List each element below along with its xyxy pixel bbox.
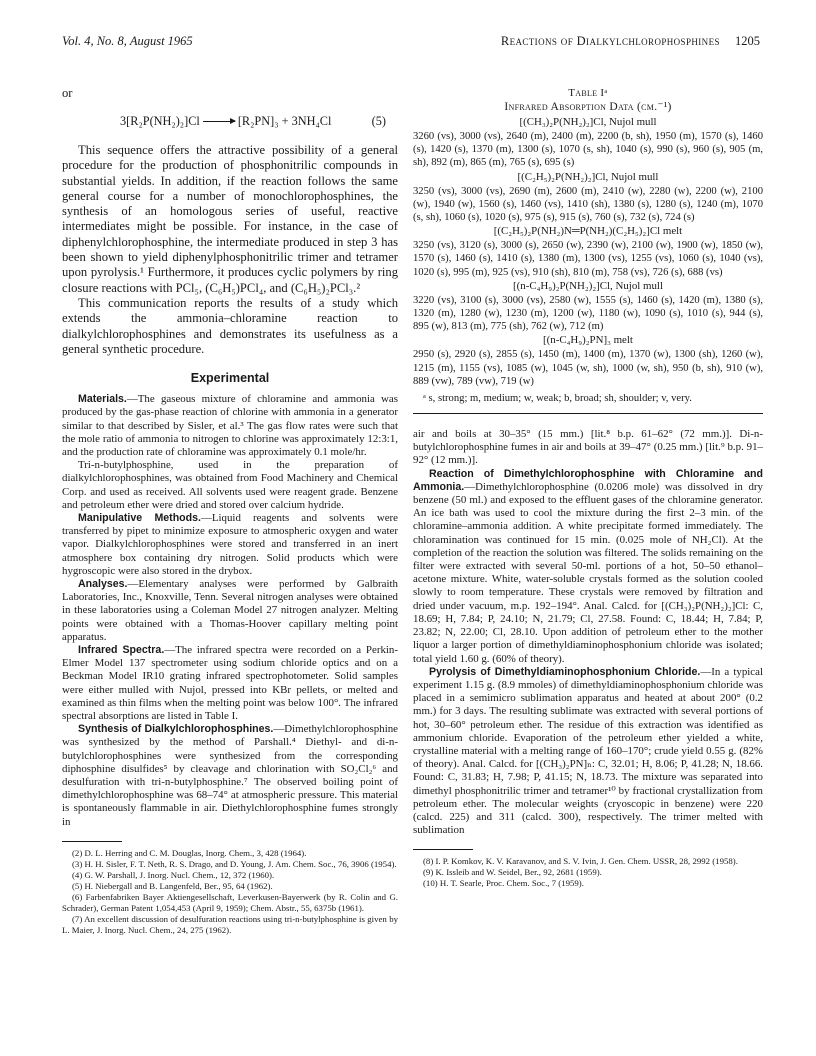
footnote: (8) I. P. Komkov, K. V. Karavanov, and S. V. Ivin, J. Gen. Chem. USSR, 28, 2992 (1958). [423,856,738,867]
running-title: Reactions of Dialkylchlorophosphines [500,34,720,48]
footnote: (3) H. H. Sisler, F. T. Neth, R. S. Drago, and D. Young, J. Am. Chem. Soc., 76, 3906 (1954). [72,858,397,869]
equation-5 [62,113,398,131]
reaction-heading: Reaction of Dimethylchlorophosphine with Chloramine and Ammonia. [413,467,763,493]
footnote: (6) Farbenfabriken Bayer Aktiengesellschaft, Leverkusen-Bayerwerk (by R. Colin and G. Schrader), German Patent 1,054,453 (April 9, 1959); Chem. Abstr., 55, 6375b (1961). [62,891,398,913]
table-entry [413,116,763,170]
intro-paragraph-1: This sequence offers the attractive possibility of a general procedure for the production of phosphonitrilic compounds in substantial yields. In addition, if the reaction follows the same general course for a number of monochlorophosphines, the synthesis of an homologous series of useful, reactive intermediates might be possible. For instance, in the case of diphenylchlorophosphine, the intermediate produced in step 3 has been shown to yield diphenylphosphonitrilic trimer and tetramer upon pyrolysis.¹ Furthermore, it produces cyclic polymers by ring closure reactions with PCl₅, (C₆H₅)PCl₄, and (C₆H₅)₂PCl₃.² [62,143,398,295]
table-entry [413,280,763,334]
continuation-paragraph: air and boils at 30–35° (15 mm.) [lit.⁸ b.p. 61–62° (72 mm.)]. Di-n-butylchlorophosphine fumes in air and boils at 39–47° (0.25 mm.) [lit.⁹ b.p. 91–92° (12 mm.)]. [413,428,763,467]
running-head [62,34,760,52]
section-title-experimental: Experimental [190,371,270,386]
table-compound: [(C₂H₅)₂P(NH₂)₂]Cl, Nujol mull [517,170,659,183]
equation-rhs: [R₂PN]₃ + 3NH₄Cl [237,114,332,128]
footnote: (5) H. Niebergall and B. Langenfeld, Ber., 95, 64 (1962). [72,880,273,891]
pyrolysis-heading: Pyrolysis of Dimethyldiaminophosphonium Chloride. [429,665,701,678]
equation-number: (5) [371,114,386,128]
manipulative-text: —Liquid reagents and solvents were transferred by pipet to minimize exposure to atmospheric oxygen and water vapor. Dialkylchlorophosphines were stored and transferred in an inert atmosphere box containing dry nitrogen. Solid products which were hygroscopic were also stored in the drybox. [62,511,399,577]
manipulative-paragraph [62,512,398,578]
table-compound: [(n-C₄H₉)₂PN]₃ melt [543,334,633,347]
analyses-heading: Analyses. [78,578,128,590]
table-compound: [(CH₃)₂P(NH₂)₂]Cl, Nujol mull [519,116,657,128]
infrared-text: —The infrared spectra were recorded on a Perkin-Elmer Model 137 spectrometer using sodium chloride optics and on a Beckman Model IR10 grating infrared spectrophotometer. Solid samples were either mulled with Nujol, pressed into KBr pellets, or melted and examined as thin films when the melting point was below 100°. The infrared spectral absorptions are listed in Table I. [62,644,398,723]
materials-heading: Materials. [78,393,127,406]
table-entry [413,334,763,388]
intro-paragraph-2: This communication reports the results of a study which extends the ammonia–chloramine reaction to dialkylchlorophosphines and demonstrates its usefulness as a general synthetic procedure. [62,295,398,356]
footnote: (10) H. T. Searle, Proc. Chem. Soc., 7 (1959). [423,878,584,889]
table-entry [413,225,763,279]
or-text: or [62,86,73,100]
footnote: (9) K. Issleib and W. Seidel, Ber., 92, 2681 (1959). [423,867,602,878]
reaction-paragraph [413,468,763,666]
manipulative-heading: Manipulative Methods. [78,511,201,524]
table-absorptions: 3220 (vs), 3100 (s), 3000 (vs), 2580 (w), 1555 (s), 1460 (s), 1420 (m), 1380 (s), 1320 (m), 1280 (w), 1230 (m), 1200 (w), 1180 (w), 1090 (s), 1010 (s), 944 (s), 895 (w), 813 (m), 775 (sh), 762 (w), 712 (m) [413,294,763,333]
footnote: (4) G. W. Parshall, J. Inorg. Nucl. Chem., 12, 372 (1960). [72,869,275,880]
table-rule [413,413,763,414]
footnote-rule [413,849,473,850]
table-absorptions: 2950 (s), 2920 (s), 2855 (s), 1450 (m), 1400 (m), 1370 (w), 1300 (sh), 1260 (w), 1215 (m), 1155 (vs), 1085 (w), 1045 (w, sh), 1000 (w, sh), 950 (b, sh), 910 (w), 889 (vw), 789 (vw), 719 (w) [413,349,763,387]
footnote: (7) An excellent discussion of desulfuration reactions using tri-n-butylphosphine is given by L. Maier, J. Inorg. Nucl. Chem., 24, 275 (1962). [62,913,398,935]
table-footnote: ᵃ s, strong; m, medium; w, weak; b, broad; sh, shoulder; v, very. [423,393,692,405]
equation-body [120,113,331,129]
table-absorptions: 3250 (vs), 3120 (s), 3000 (s), 2650 (w), 2390 (w), 2100 (w), 1900 (w), 1850 (w), 1570 (s), 1460 (s), 1410 (s), 1380 (m), 1300 (vs), 1255 (vs), 1060 (s), 1040 (vs), 1020 (s), 995 (m), 925 (vs), 910 (sh), 810 (m), 758 (vs), 726 (s), 688 (vs) [413,240,763,278]
reaction-text: —Dimethylchlorophosphine (0.0206 mole) was dissolved in dry benzene (50 ml.) and exposed to the effluent gases of the chloramine generator. An ice bath was used to cool the mixture during the first 2–3 min. of the chloramine–ammonia addition. A white precipitate formed immediately. The chloramination was continued for 15 min. (0.025 mole of NH₂Cl). At the completion of the reaction the solution was filtered. The solids remaining on the filter were extracted with several 50-ml. portions of a hot, 50–50 ethanol–acetone mixture. White, water-soluble crystals formed as the solution cooled slowly to room temperature. These crystals were removed by filtration and dried under vacuum, m.p. 192–194°. Anal. Calcd. for [(CH₃)₂P(NH₂)₂]Cl: C, 18.69; H, 7.84; P, 24.10; N, 21.79; Cl, 27.58. Found: C, 18.44; H, 7.84; P, 23.82; N, 22.00; Cl, 28.10. Upon addition of petroleum ether to the mother liquor a larger portion of dimethyldiaminophosphonium chloride was isolated; total yield 1.60 g. (60% of theory). [413,480,763,665]
left-column [62,86,398,936]
infrared-paragraph [62,644,398,723]
synthesis-paragraph [62,723,398,829]
table-absorptions: 3250 (vs), 3000 (vs), 2690 (m), 2600 (m), 2410 (w), 2280 (w), 2200 (w), 2100 (w), 1940 (w), 1560 (s), 1460 (vs), 1410 (sh), 1380 (s), 1280 (s), 1240 (m), 1070 (s, sh), 1060 (s), 1020 (s), 975 (s), 915 (s), 760 (s), 732 (s), 724 (s) [413,185,763,224]
page-number: 1205 [735,34,760,48]
materials-paragraph [62,393,398,459]
table-absorptions: 3260 (vs), 3000 (vs), 2640 (m), 2400 (m), 2200 (b, sh), 1950 (m), 1570 (s), 1460 (s), 1420 (s), 1370 (m), 1300 (s), 1070 (s, sh), 1040 (s), 990 (s), 960 (s), 905 (m, sh), 892 (m), 865 (m), 765 (s), 695 (s) [413,131,763,169]
table-label: Table Iᵃ [568,87,608,99]
pyrolysis-text: —In a typical experiment 1.15 g. (8.9 mmoles) of dimethyldiaminophosphonium chloride was placed in a semimicro sublimation apparatus and heated at about 200° (0.2 mm.) for 3 days. The resulting sublimate was extracted with several portions of hot, 30–60° petroleum ether. The residue of this extraction was identified as ammonium chloride. Evaporation of the petroleum ether yielded a white, crystalline material with a melting range of 160–170°; crude yield 0.55 g. (82% of theory). Anal. Calcd. for [(CH₃)₂PN]ₙ: C, 32.01; H, 8.06; P, 41.28; N, 18.66. Found: C, 31.83; H, 7.98; P, 41.15; N, 18.73. The mixture was separated into dimethyl phosphonitrilic trimer and tetramer¹⁰ by fractional crystallization from petroleum ether. The molecular weights (cryoscopic in benzene) were 220 (calcd. 225) and 311 (calcd. 300), respectively. The trimer melted with sublimation [413,665,763,837]
infrared-heading: Infrared Spectra. [78,644,165,657]
reaction-arrow-icon [203,121,235,122]
analyses-paragraph [62,578,398,644]
table-compound: [(C₂H₅)₂P(NH₂)N═P(NH₂)(C₂H₅)₂]Cl melt [493,225,683,238]
footnotes-left [62,848,398,936]
table-title: Infrared Absorption Data (cm.⁻¹) [504,101,672,113]
footnote: (2) D. L. Herring and C. M. Douglas, Inorg. Chem., 3, 428 (1964). [72,847,307,858]
journal-volume: Vol. 4, No. 8, August 1965 [62,34,193,48]
header-right [501,34,760,49]
footnote-rule [62,841,122,842]
table-entry [413,171,763,225]
materials-text: —The gaseous mixture of chloramine and ammonia was produced by the gas-phase reaction of chlorine with ammonia in a generator similar to that described by Sisler, et al.³ The gas flow rates were such that the mole ratio of ammonia to nitrogen to chlorine was approximately 12:3:1, and the production rate of chloramine was approximately 0.1 mole/hr. [62,393,398,458]
synthesis-text: —Dimethylchlorophosphine was synthesized by the method of Parshall.⁴ Diethyl- and di-n-butylchlorophosphines were synthesized from the corresponding diphosphine disulfides⁵ by cleavage and chlorination with SO₂Cl₂⁶ and desulfuration with tri-n-butylphosphine.⁷ The observed boiling point of dimethylchlorophosphine was 68–74° at atmospheric pressure. This material is spontaneously flammable in air. Diethylchlorophosphine fumes strongly in [62,723,398,828]
tributylphosphine-paragraph: Tri-n-butylphosphine, used in the preparation of dialkylchlorophosphines, was obtained from Food Machinery and Chemical Corp. and used as received. All solvents used were reagent grade. Benzene and petroleum ether were dried and stored over calcium hydride. [62,459,398,511]
equation-lhs: 3[R₂P(NH₂)₂]Cl [120,114,200,128]
footnotes-right [413,856,763,889]
synthesis-heading: Synthesis of Dialkylchlorophosphines. [78,723,274,736]
table-compound: [(n-C₄H₉)₂P(NH₂)₂]Cl, Nujol mull [513,279,663,292]
right-column [413,86,763,889]
pyrolysis-paragraph [413,666,763,838]
analyses-text: —Elementary analyses were performed by Galbraith Laboratories, Inc., Knoxville, Tenn. Several nitrogen analyses were obtained in these laboratories using a Coleman Model 27 nitrogen analyzer. Melting points were obtained with a Thomas-Hoover capillary melting point apparatus. [62,578,398,643]
